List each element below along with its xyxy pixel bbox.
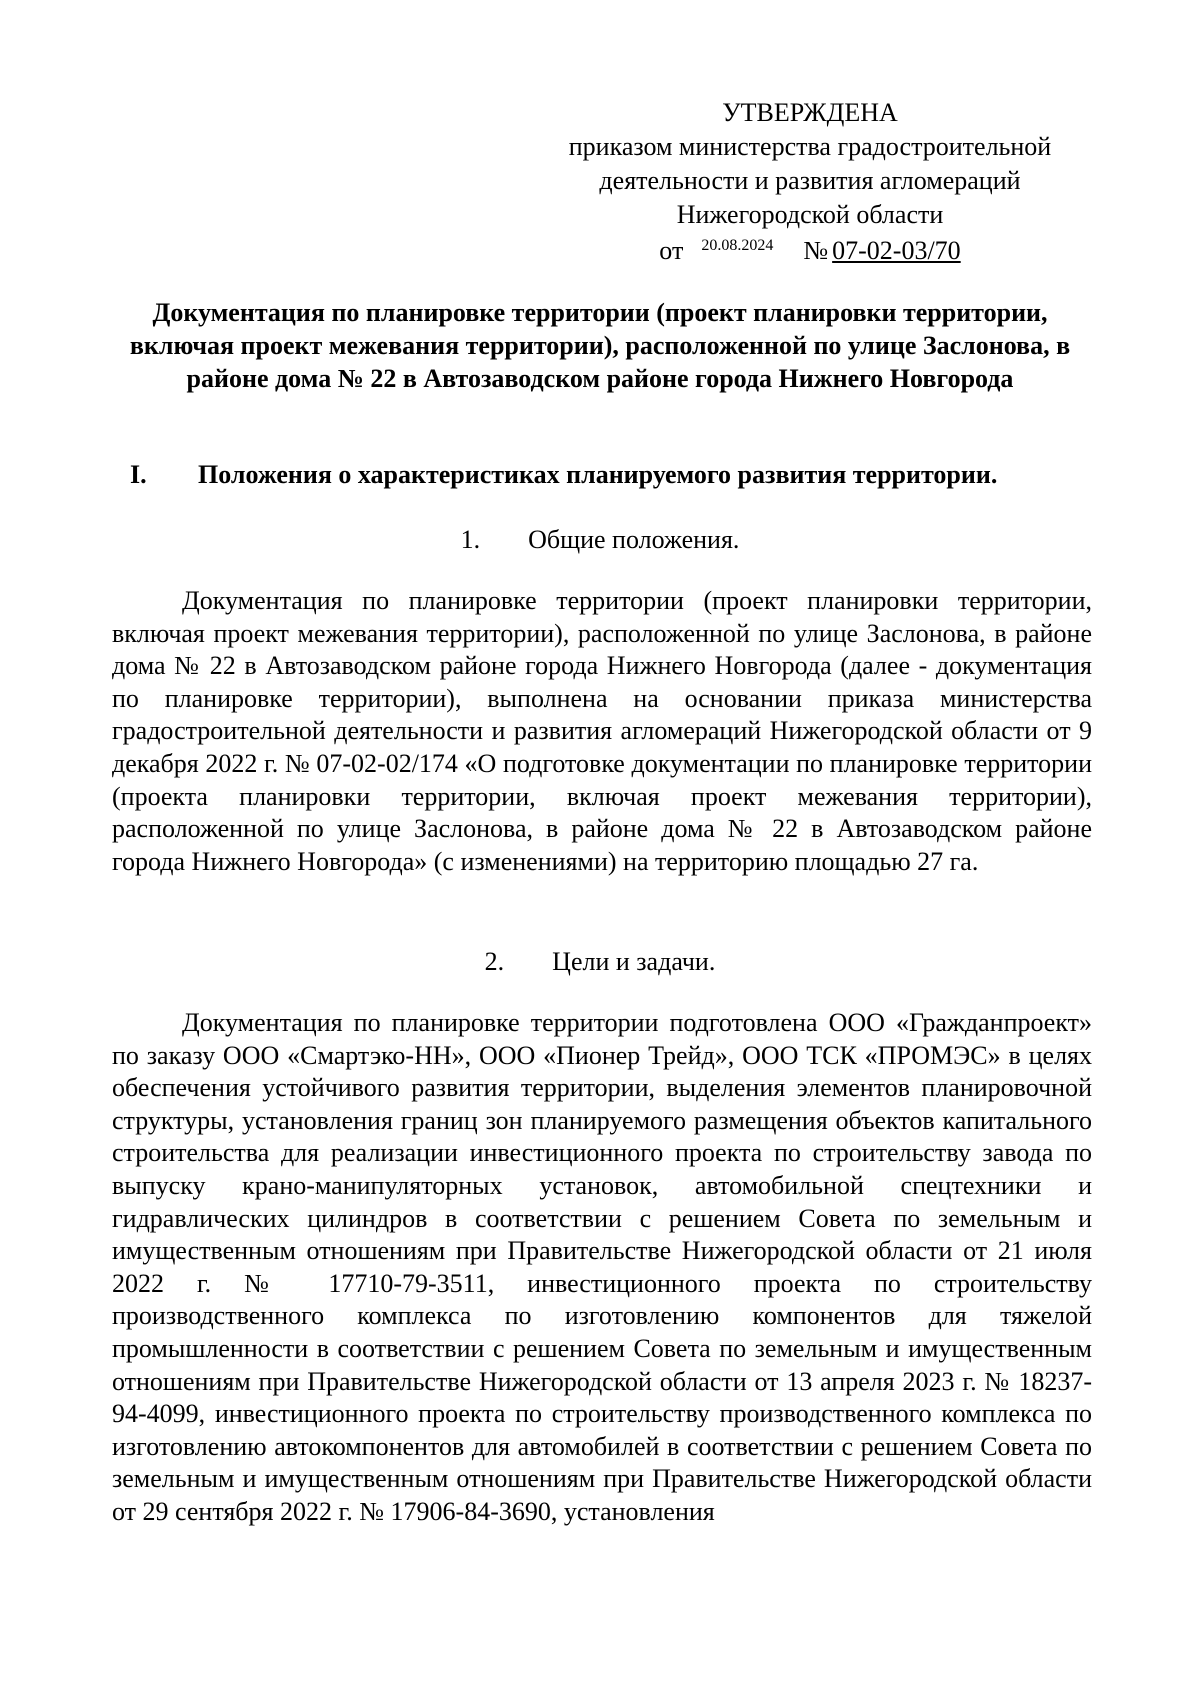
- paragraph-goals-and-tasks: Документация по планировке территории подготовлена ООО «Гражданпроект» по заказу ООО «Смартэко-НН», ООО «Пионер Трейд», ООО ТСК «ПРОМЭС» в целях обеспечения устойчивого развития территории, выделения элементов планировочной структуры, установления границ зон планируемого размещения объектов капитального строительства для реализации инвестиционного проекта по строительству завода по выпуску крано-манипуляторных установок, автомобильной спецтехники и гидравлических цилиндров в соответствии с решением Совета по земельным и имущественным отношениям при Правительстве Нижегородской области от 21 июля 2022 г. № 17710-79-3511, инвестиционного проекта по строительству производственного комплекса по изготовлению компонентов для тяжелой промышленности в соответствии с решением Совета по земельным и имущественным отношениям при Правительстве Нижегородской области от 13 апреля 2023 г. № 18237-94-4099, инвестиционного проекта по строительству производственного комплекса по изготовлению автокомпонентов для автомобилей в соответствии с решением Совета по земельным и имущественным отношениям при Правительстве Нижегородской области от 29 сентября 2022 г. № 17906-84-3690, установления: [112, 1008, 1092, 1526]
- approval-date: 20.08.2024: [701, 237, 774, 254]
- approval-number: 07-02-03/70: [832, 236, 961, 265]
- approval-line-2: приказом министерства градостроительной: [568, 132, 1052, 161]
- section-heading: [130, 458, 1090, 491]
- subsection-heading-2: [0, 945, 1200, 978]
- approval-line-4: Нижегородской области: [676, 200, 944, 229]
- approval-block: [520, 96, 1100, 272]
- subsection-number: 2.: [484, 947, 505, 976]
- approval-status: УТВЕРЖДЕНА: [722, 98, 898, 127]
- section-number: I.: [130, 460, 147, 489]
- approval-number-sign: №: [803, 236, 829, 265]
- approval-line-3: деятельности и развития агломераций: [599, 166, 1021, 195]
- subsection-number: 1.: [460, 525, 481, 554]
- document-title: Документация по планировке территории (проект планировки территории, включая проект межевания территории), расположенной по улице Заслонова, в районе дома № 22 в Автозаводском районе города Нижнего Новгорода: [129, 298, 1071, 393]
- section-title: Положения о характеристиках планируемого развития территории.: [198, 460, 998, 489]
- paragraph-general-provisions: Документация по планировке территории (проект планировки территории, включая проект межевания территории), расположенной по улице Заслонова, в районе дома № 22 в Автозаводском районе города Нижнего Новгорода (далее - документация по планировке территории), выполнена на основании приказа министерства градостроительной деятельности и развития агломераций Нижегородской области от 9 декабря 2022 г. № 07-02-02/174 «О подготовке документации по планировке территории (проекта планировки территории, включая проект межевания территории), расположенной по улице Заслонова, в районе дома № 22 в Автозаводском районе города Нижнего Новгорода» (с изменениями) на территорию площадью 27 га.: [112, 586, 1092, 876]
- approval-date-row: [520, 234, 1100, 272]
- subsection-title: Общие положения.: [528, 525, 740, 554]
- subsection-heading-1: [0, 523, 1200, 556]
- subsection-title: Цели и задачи.: [552, 947, 716, 976]
- approval-ot: от: [659, 236, 684, 265]
